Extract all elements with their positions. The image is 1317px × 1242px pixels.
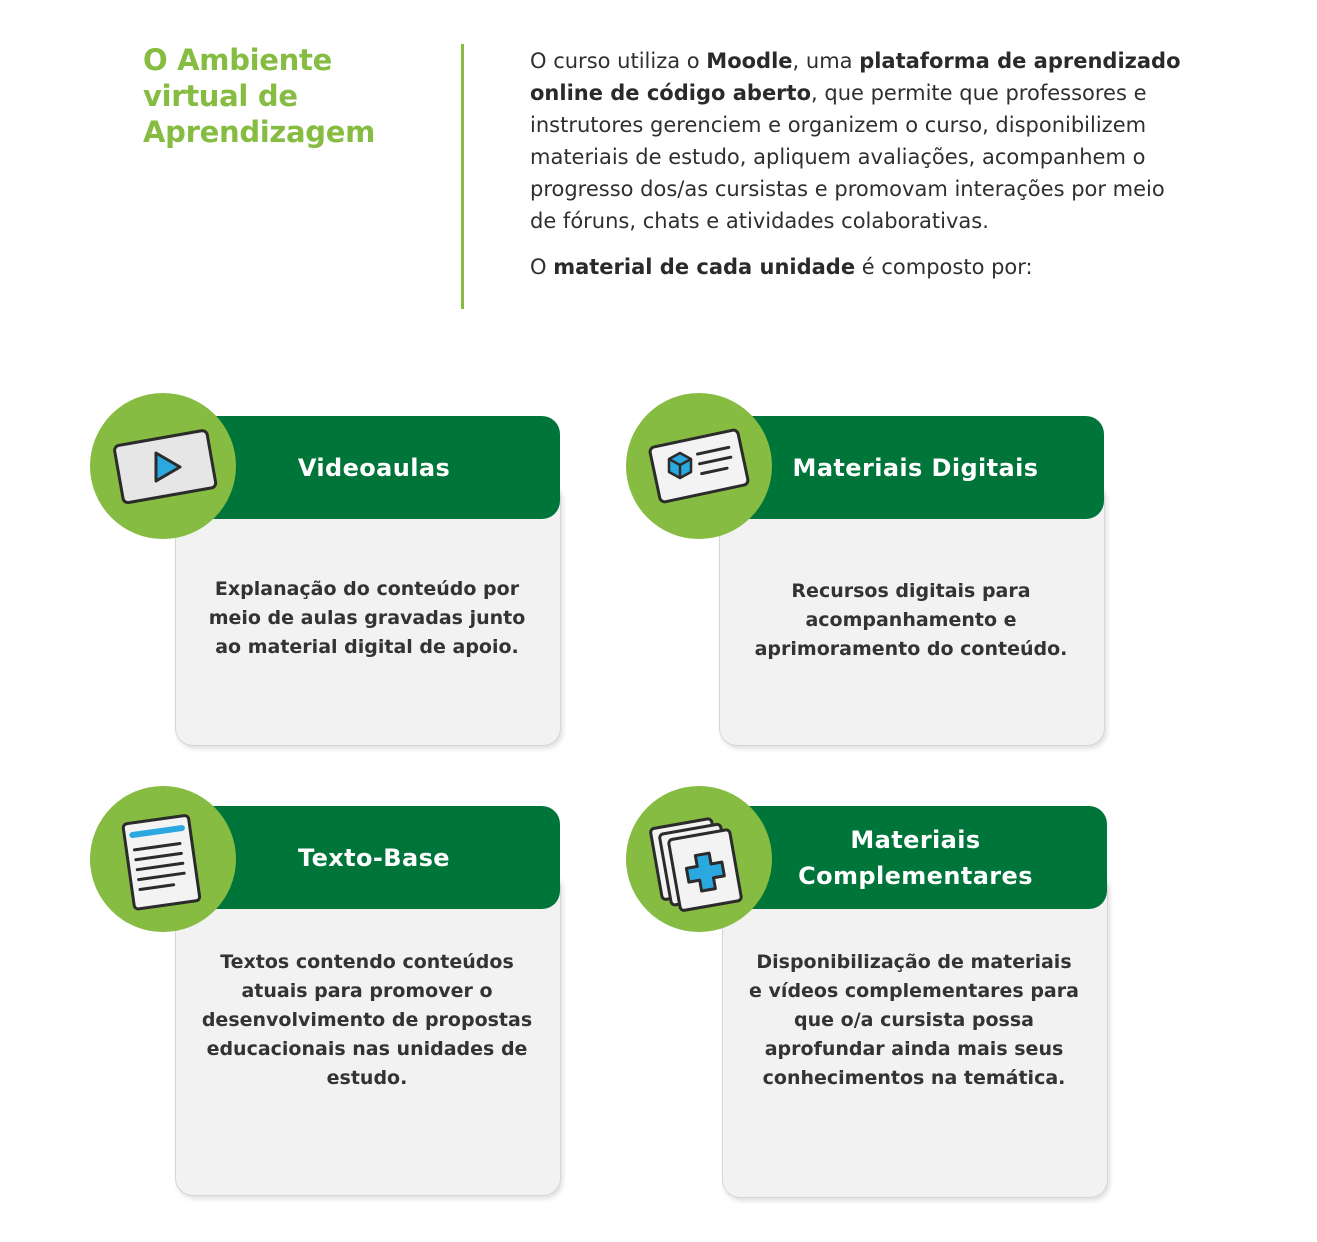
intro-p1-text-e: , que permite que professores e instrutores gerenciem e organizem o curso, disponibilizem materiais de estudo, apliquem avaliações, acompanhem o progresso dos/as cursistas e promovam interações por meio de fóruns, chats e atividades colaborativas. bbox=[530, 81, 1165, 233]
intro-p2-text-a: O bbox=[530, 255, 554, 279]
card-title-line-1: Materiais bbox=[850, 825, 981, 854]
card-description: Recursos digitais para acompanhamento e aprimoramento do conteúdo. bbox=[754, 580, 1068, 660]
unit-material-bold: material de cada unidade bbox=[553, 255, 856, 279]
section-title: O Ambiente virtual de Aprendizagem bbox=[143, 43, 376, 149]
intro-paragraph-1 bbox=[530, 45, 1190, 237]
intro-p1-text-a: O curso utiliza o bbox=[530, 49, 707, 73]
intro-paragraph-2 bbox=[530, 251, 1190, 283]
card-description: Textos contendo conteúdos atuais para promover o desenvolvimento de propostas educacionais nas unidades de estudo. bbox=[201, 951, 533, 1089]
card-title: Materiais Digitais bbox=[792, 453, 1039, 482]
card-title: Videoaulas bbox=[297, 453, 451, 482]
stacked-plus-icon bbox=[626, 786, 772, 932]
card-title: Texto-Base bbox=[298, 843, 450, 872]
card-title-line-2: Complementares bbox=[798, 861, 1033, 890]
document-icon bbox=[90, 786, 236, 932]
moodle-bold: Moodle bbox=[706, 49, 793, 73]
digital-card-icon bbox=[626, 393, 772, 539]
intro-p1-text-c: , uma bbox=[792, 49, 860, 73]
card-icon-circle bbox=[90, 393, 236, 539]
card-description: Explanação do conteúdo por meio de aulas gravadas junto ao material digital de apoio. bbox=[208, 578, 526, 658]
card-icon-circle bbox=[90, 786, 236, 932]
video-play-icon bbox=[90, 393, 236, 539]
card-description: Disponibilização de materiais e vídeos complementares para que o/a cursista possa aprofundar ainda mais seus conhecimentos na temática. bbox=[749, 951, 1079, 1089]
card-icon-circle bbox=[626, 786, 772, 932]
card-icon-circle bbox=[626, 393, 772, 539]
intro-text bbox=[530, 45, 1190, 283]
intro-p2-text-c: é composto por: bbox=[855, 255, 1033, 279]
platform-bold: plataforma de aprendizado online de código aberto bbox=[530, 49, 1181, 105]
vertical-divider bbox=[461, 44, 464, 309]
